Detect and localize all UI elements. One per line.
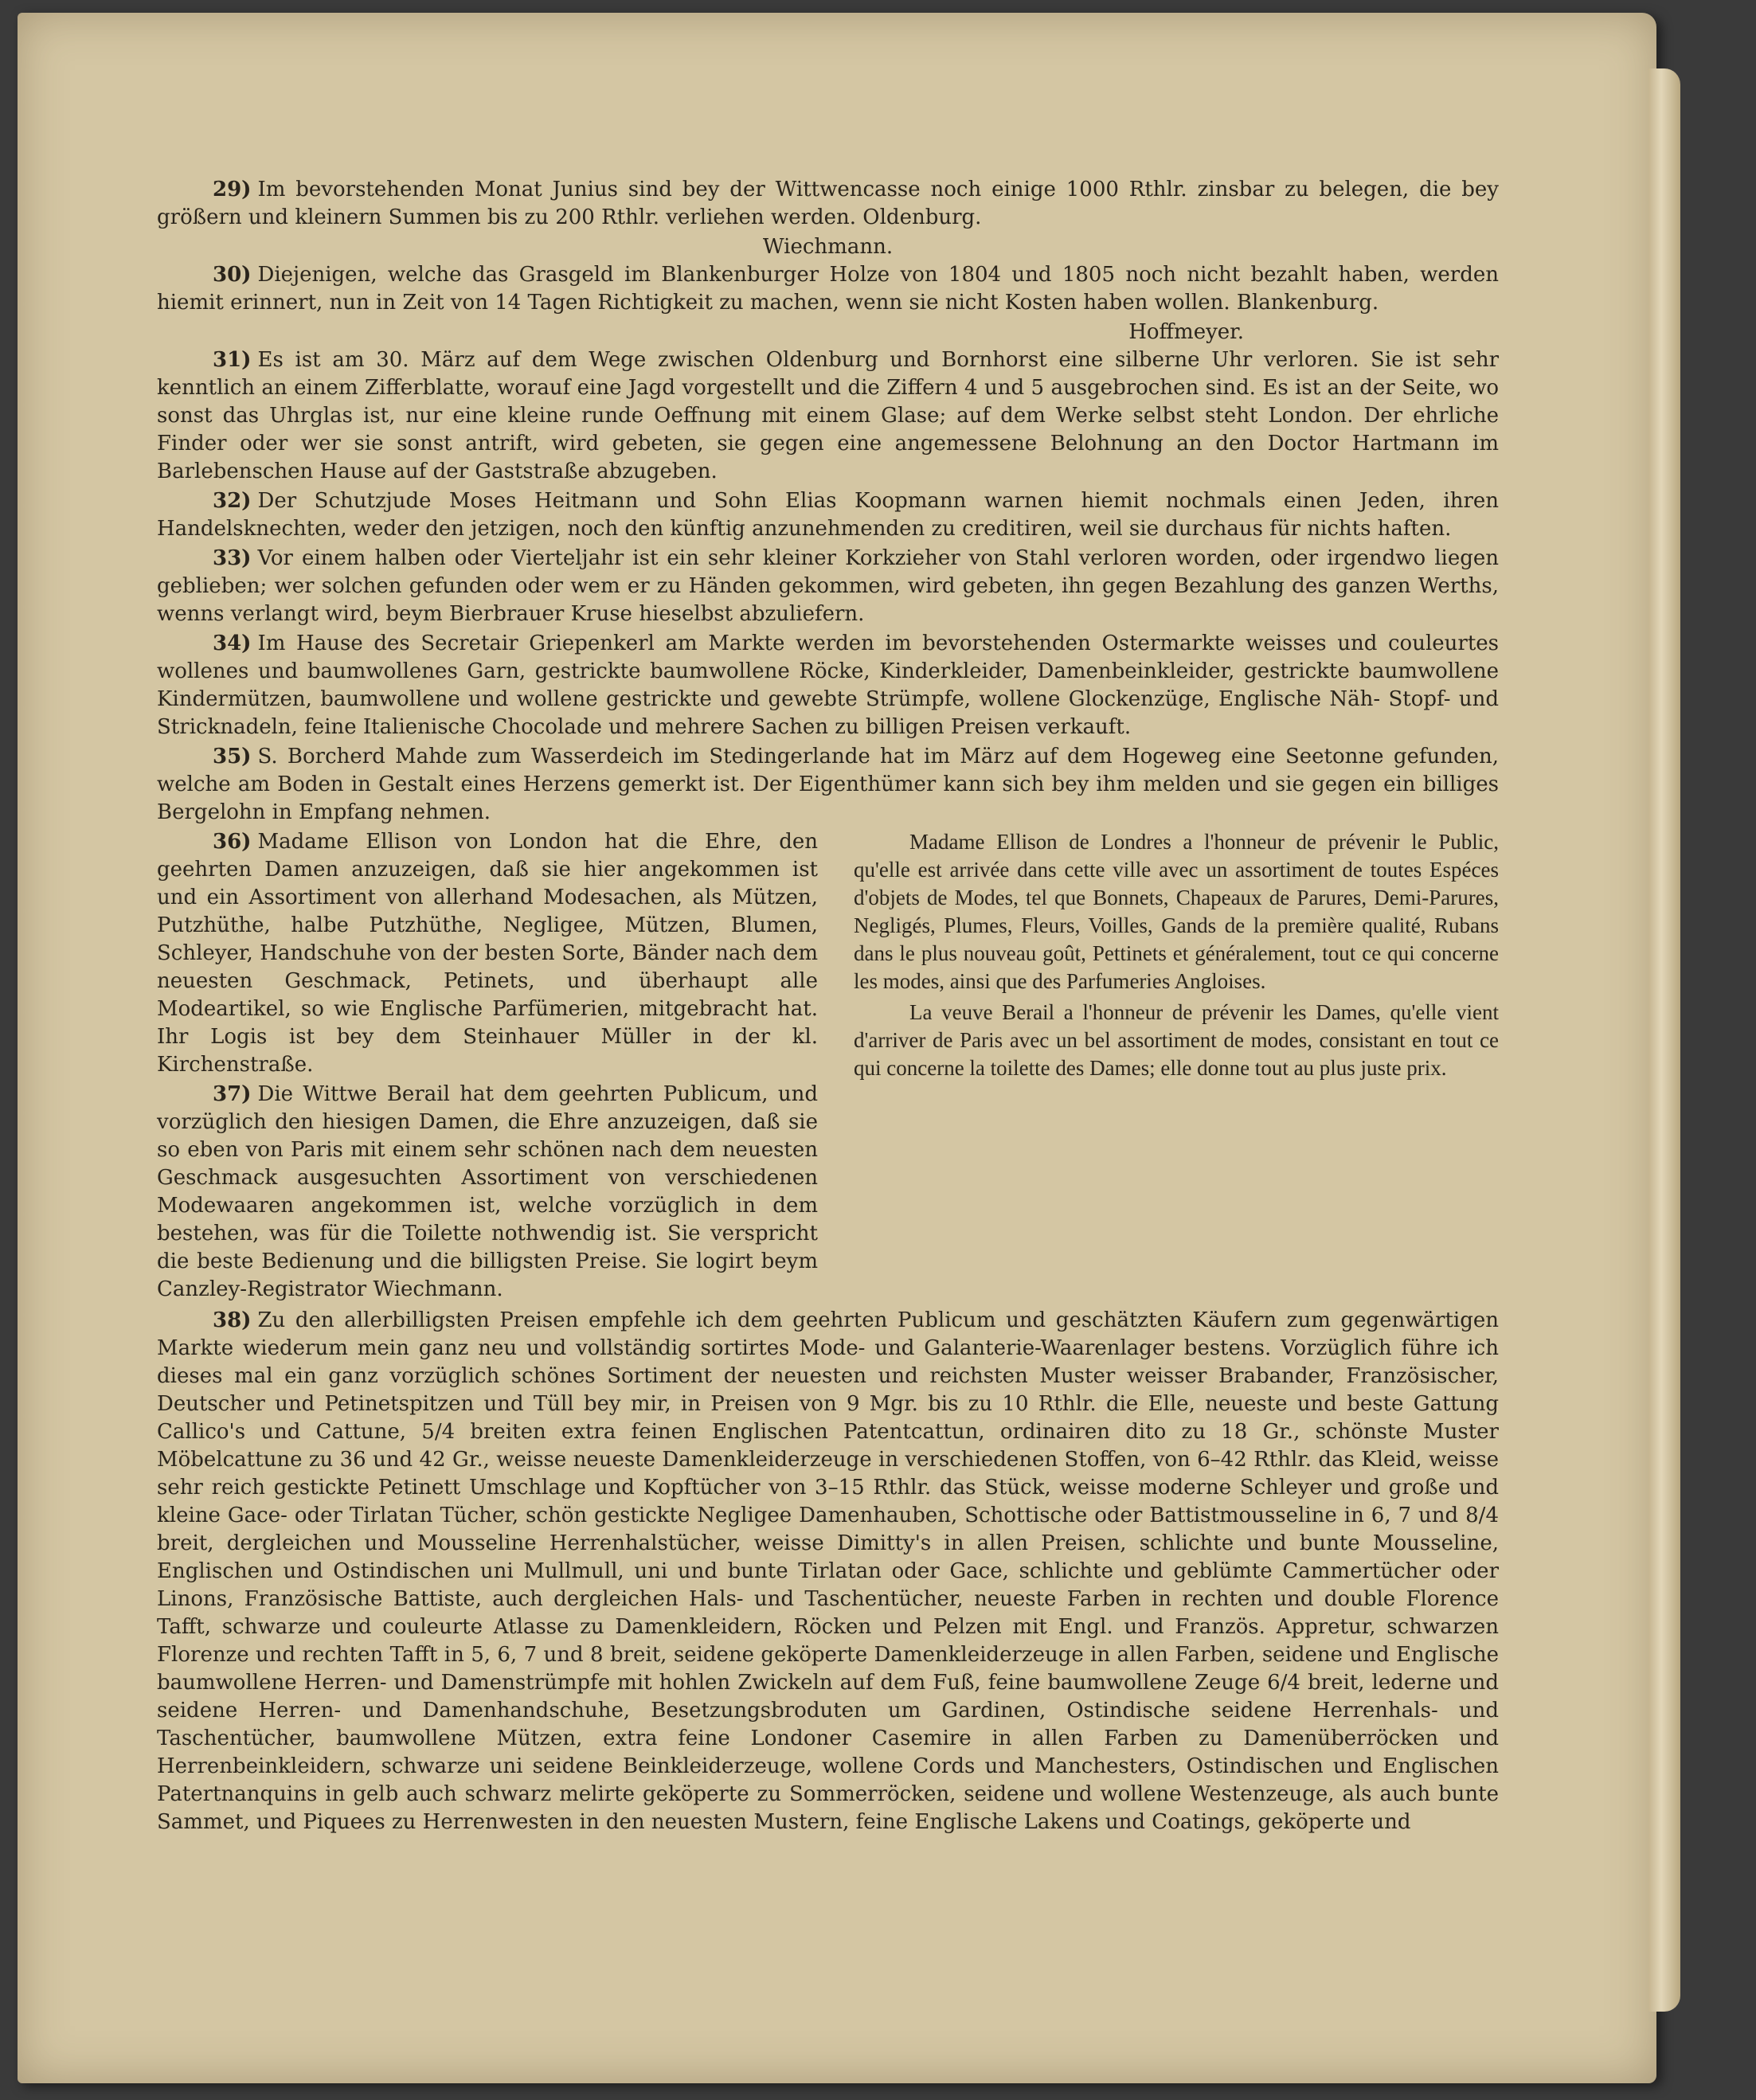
ad-number: 38)	[213, 1308, 252, 1332]
ad-signature: Hoffmeyer.	[1128, 320, 1244, 344]
german-column	[157, 828, 818, 1305]
ad-text: Der Schutzjude Moses Heitmann und Sohn Elias Koopmann warnen hiemit nochmals einen Jeden, ihren Handelsknechten, weder den jetzigen, noch den künftig anzunehmenden zu creditiren, weil sie durchaus für nichts haften.	[157, 489, 1499, 541]
ad-text: Madame Ellison von London hat die Ehre, den geehrten Damen anzuzeigen, daß sie hier angekommen ist und ein Assortiment von allerhand Modesachen, als Mützen, Putzhüthe, halbe Putzhüthe, Negligee, Mützen, Blumen, Schleyer, Handschuhe von der besten Sorte, Bänder nach dem neuesten Geschmack, Petinets, und überhaupt alle Modeartikel, so wie Englische Parfümerien, mitgebracht hat. Ihr Logis ist bey dem Steinhauer Müller in der kl. Kirchenstraße.	[157, 830, 818, 1077]
ad-number: 35)	[213, 745, 252, 768]
ad-text: Diejenigen, welche das Grasgeld im Blankenburger Holze von 1804 und 1805 noch nicht bezahlt haben, werden hiemit erinnert, nun in Zeit von 14 Tagen Richtigkeit zu machen, wenn sie nicht Kosten haben wollen. Blankenburg.	[157, 263, 1499, 315]
ad-number: 36)	[213, 830, 252, 854]
ad-text: S. Borcherd Mahde zum Wasserdeich im Stedingerlande hat im März auf dem Hogeweg eine Seetonne gefunden, welche am Boden in Gestalt eines Herzens gemerkt ist. Der Eigenthümer kann sich bey ihm melden und sie gegen ein billiges Bergelohn in Empfang nehmen.	[157, 745, 1499, 824]
ad-35	[157, 743, 1499, 827]
ad-32	[157, 487, 1499, 543]
ad-number: 31)	[213, 348, 252, 372]
ad-30	[157, 261, 1499, 317]
ad-number: 32)	[213, 489, 252, 513]
ad-36-french: Madame Ellison de Londres a l'honneur de prévenir le Public, qu'elle est arrivée dans cette ville avec un assortiment de toutes Espéces d'objets de Modes, tel que Bonnets, Chapeaux de Parures, Demi-Parures, Negligés, Plumes, Fleurs, Voilles, Gands de la première qualité, Rubans dans le plus nouveau goût, Pettinets et généralement, tout ce qui concerne les modes, ainsi que des Parfumeries Angloises.	[854, 830, 1499, 993]
ad-38	[157, 1307, 1499, 1836]
ad-text: Im Hause des Secretair Griepenkerl am Markte werden im bevorstehenden Ostermarkte weisses und couleurtes wollenes und baumwollenes Garn, gestrickte baumwollene Röcke, Kinderkleider, Damenbeinkleider, gestrickte baumwollene Kindermützen, baumwollene und wollene gestrickte und gewebte Strümpfe, wollene Glockenzüge, Englische Näh- Stopf- und Stricknadeln, feine Italienische Chocolade und mehrere Sachen zu billigen Preisen verkauft.	[157, 632, 1499, 739]
ad-36	[157, 828, 818, 1079]
ad-text: Zu den allerbilligsten Preisen empfehle ich dem geehrten Publicum und geschätzten Käufern zum gegenwärtigen Markte wiederum mein ganz neu und vollständig sortirtes Mode- und Galanterie-Waarenlager bestens. Vorzüglich führe ich dieses mal ein ganz vorzüglich schönes Sortiment der neuesten und reichsten Muster weisser Brabander, Französischer, Deutscher und Petinetspitzen und Tüll bey mir, in Preisen von 9 Mgr. bis zu 10 Rthlr. die Elle, neueste und beste Gattung Callico's und Cattune, 5/4 breiten extra feinen Englischen Patentcattun, ordinairen dito zu 18 Gr., schönste Muster Möbelcattune zu 36 und 42 Gr., weisse neueste Damenkleiderzeuge in verschiedenen Stoffen, von 6–42 Rthlr. das Kleid, weisse sehr reich gestickte Petinett Umschlage und Kopftücher von 3–15 Rthlr. das Stück, weisse moderne Schleyer und große und kleine Gace- oder Tirlatan Tücher, schön gestickte Negligee Damenhauben, Schottische oder Battistmousseline in 6, 7 und 8/4 breit, dergleichen und Mousseline Herrenhalstücher, weisse Dimitty's in allen Preisen, schlichte und bunte Mousseline, Englischen und Ostindischen uni Mullmull, uni und bunte Tirlatan oder Gace, schlichte und geblümte Cammertücher oder Linons, Französische Battiste, auch dergleichen Hals- und Taschentücher, neueste Farben in rechten und double Florence Tafft, schwarze und couleurte Atlasse zu Damenkleidern, Röcken und Pelzen mit Engl. und Französ. Appretur, schwarzen Florenze und rechten Tafft in 5, 6, 7 und 8 breit, seidene geköperte Damenkleiderzeuge in allen Farben, seidene und Englische baumwollene Herren- und Damenstrümpfe mit hohlen Zwickeln auf dem Fuß, feine baumwollene Zeuge 6/4 breit, lederne und seidene Herren- und Damenhandschuhe, Besetzungsbroduten um Gardinen, Ostindische seidene Herrenhals- und Taschentücher, baumwollene Mützen, extra feine Londoner Casemire in allen Farben zu Damenüberröcken und Herrenbeinkleidern, schwarze uni seidene Beinkleiderzeuge, wollene Cords und Manchesters, Ostindischen und Englischen Patertnanquins in gelb auch schwarz melirte geköperte zu Sommerröcken, seidene und wollene Westenzeuge, als auch bunte Sammet, und Piquees zu Herrenwesten in den neuesten Mustern, feine Englische Lakens und Coatings, geköperte und	[157, 1308, 1499, 1834]
ad-31	[157, 346, 1499, 486]
ad-signature: Wiechmann.	[762, 235, 894, 259]
ad-37	[157, 1081, 818, 1304]
ad-text: Im bevorstehenden Monat Junius sind bey der Wittwencasse noch einige 1000 Rthlr. zinsbar zu belegen, die bey größern und kleinern Summen bis zu 200 Rthlr. verliehen werden. Oldenburg.	[157, 178, 1499, 229]
ad-number: 29)	[213, 178, 252, 201]
newspaper-page	[18, 13, 1656, 2083]
page-edge	[1648, 68, 1680, 2012]
ad-number: 34)	[213, 632, 252, 655]
ad-number: 33)	[213, 546, 252, 570]
ad-29	[157, 176, 1499, 232]
ad-number: 30)	[213, 263, 252, 287]
ad-34	[157, 630, 1499, 741]
two-column-block	[157, 828, 1499, 1305]
ad-text: Vor einem halben oder Vierteljahr ist ein sehr kleiner Korkzieher von Stahl verloren worden, oder irgendwo liegen geblieben; wer solchen gefunden oder wem er zu Händen gekommen, wird gebeten, ihn gegen Bezahlung des ganzen Werths, wenns verlangt wird, beym Bierbrauer Kruse hieselbst abzuliefern.	[157, 546, 1499, 626]
ad-number: 37)	[213, 1082, 252, 1106]
ad-37-french: La veuve Berail a l'honneur de prévenir les Dames, qu'elle vient d'arriver de Paris avec un bel assortiment de modes, consistant en tout ce qui concerne la toilette des Dames; elle donne tout au plus juste prix.	[854, 1000, 1499, 1080]
ad-text: Die Wittwe Berail hat dem geehrten Publicum, und vorzüglich den hiesigen Damen, die Ehre anzuzeigen, daß sie so eben von Paris mit einem sehr schönen nach dem neuesten Geschmack ausgesuchten Assortiment von verschiedenen Modewaaren angekommen ist, welche vorzüglich in dem bestehen, was für die Toilette nothwendig ist. Sie verspricht die beste Bedienung und die billigsten Preise. Sie logirt beym Canzley-Registrator Wiechmann.	[157, 1082, 818, 1301]
ad-33	[157, 545, 1499, 628]
ad-text: Es ist am 30. März auf dem Wege zwischen Oldenburg und Bornhorst eine silberne Uhr verloren. Sie ist sehr kenntlich an einem Zifferblatte, worauf eine Jagd vorgestellt und die Ziffern 4 und 5 ausgebrochen sind. Es ist an der Seite, wo sonst das Uhrglas ist, nur eine kleine runde Oeffnung mit einem Glase; auf dem Werke selbst steht London. Der ehrliche Finder oder wer sie sonst antrift, wird gebeten, sie gegen eine angemessene Belohnung an den Doctor Hartmann im Barlebenschen Hause auf der Gaststraße abzugeben.	[157, 348, 1499, 483]
page-content	[157, 176, 1499, 1838]
french-column	[854, 828, 1499, 1305]
